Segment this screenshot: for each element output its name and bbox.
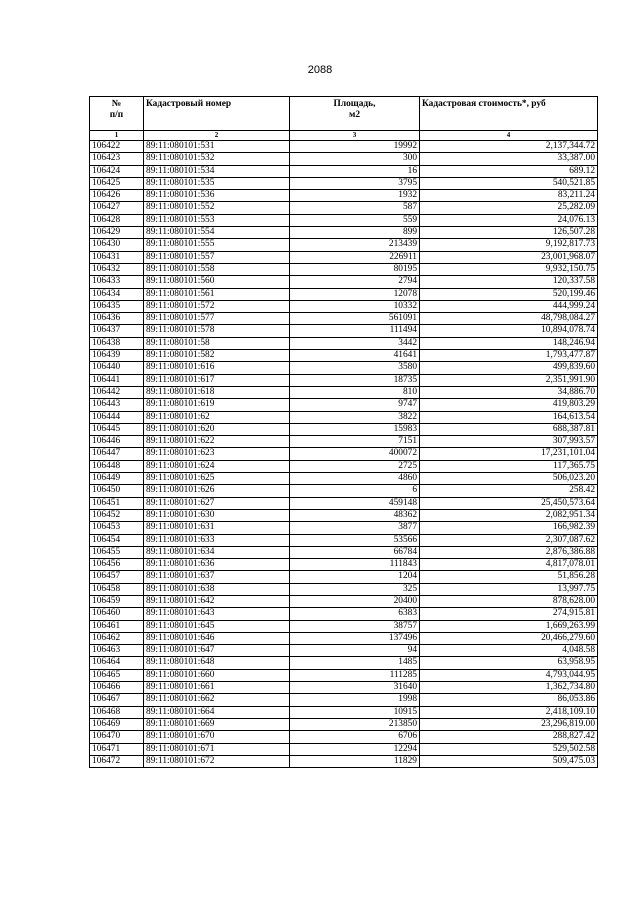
cadastral-number: 89:11:080101:582: [144, 350, 290, 362]
cadastral-cost: 83,211.24: [420, 190, 598, 202]
cadastral-number: 89:11:080101:58: [144, 337, 290, 349]
page-number: 2088: [307, 64, 333, 76]
table-row: [90, 706, 598, 718]
table-row: [90, 153, 598, 165]
cadastral-cost: 9,932,150.75: [420, 263, 598, 275]
cadastral-cost: 23,296,819.00: [420, 718, 598, 730]
cadastral-number: 89:11:080101:552: [144, 202, 290, 214]
cadastral-number: 89:11:080101:535: [144, 177, 290, 189]
cadastral-number: 89:11:080101:578: [144, 325, 290, 337]
row-number: 106433: [90, 276, 144, 288]
area-value: 1932: [290, 190, 420, 202]
table-row: [90, 694, 598, 706]
area-value: 111494: [290, 325, 420, 337]
cadastral-cost: 148,246.94: [420, 337, 598, 349]
cadastral-cost: 1,793,477.87: [420, 350, 598, 362]
cadastral-cost: 86,053.86: [420, 694, 598, 706]
row-number: 106465: [90, 669, 144, 681]
cadastral-cost: 419,803.29: [420, 399, 598, 411]
table-row: [90, 657, 598, 669]
area-value: 41641: [290, 350, 420, 362]
cadastral-cost: 2,137,344.72: [420, 141, 598, 153]
area-value: 38757: [290, 620, 420, 632]
cadastral-cost: 33,387.00: [420, 153, 598, 165]
table-row: [90, 608, 598, 620]
cadastral-cost: 51,856.28: [420, 571, 598, 583]
cadastral-number: 89:11:080101:536: [144, 190, 290, 202]
row-number: 106467: [90, 694, 144, 706]
table-row: [90, 546, 598, 558]
cadastral-cost: 4,817,078.01: [420, 559, 598, 571]
cadastral-number: 89:11:080101:646: [144, 632, 290, 644]
area-value: 459148: [290, 497, 420, 509]
cadastral-number: 89:11:080101:642: [144, 595, 290, 607]
row-number: 106447: [90, 448, 144, 460]
table-row: [90, 300, 598, 312]
area-value: 3822: [290, 411, 420, 423]
area-value: 325: [290, 583, 420, 595]
table-row: [90, 141, 598, 153]
cadastral-number: 89:11:080101:577: [144, 313, 290, 325]
area-value: 16: [290, 165, 420, 177]
table-header-row: [90, 97, 598, 131]
header-number: [90, 97, 144, 131]
table-row: [90, 325, 598, 337]
cadastral-number: 89:11:080101:532: [144, 153, 290, 165]
row-number: 106442: [90, 386, 144, 398]
cadastral-number: 89:11:080101:671: [144, 743, 290, 755]
cadastral-number: 89:11:080101:643: [144, 608, 290, 620]
cadastral-number: 89:11:080101:645: [144, 620, 290, 632]
cadastral-number: 89:11:080101:669: [144, 718, 290, 730]
row-number: 106455: [90, 546, 144, 558]
area-value: 561091: [290, 313, 420, 325]
cadastral-number: 89:11:080101:672: [144, 755, 290, 767]
area-value: 2725: [290, 460, 420, 472]
column-index: 4: [420, 131, 598, 141]
area-value: 137496: [290, 632, 420, 644]
cadastral-number: 89:11:080101:670: [144, 731, 290, 743]
column-index-row: [90, 131, 598, 141]
row-number: 106441: [90, 374, 144, 386]
area-value: 6383: [290, 608, 420, 620]
row-number: 106429: [90, 227, 144, 239]
area-value: 19992: [290, 141, 420, 153]
table-row: [90, 645, 598, 657]
cadastral-number: 89:11:080101:634: [144, 546, 290, 558]
area-value: 15983: [290, 423, 420, 435]
cadastral-cost: 10,894,078.74: [420, 325, 598, 337]
table-row: [90, 214, 598, 226]
table-row: [90, 177, 598, 189]
cadastral-cost: 520,199.46: [420, 288, 598, 300]
cadastral-number: 89:11:080101:625: [144, 473, 290, 485]
row-number: 106424: [90, 165, 144, 177]
cadastral-cost: 307,993.57: [420, 436, 598, 448]
cadastral-number: 89:11:080101:633: [144, 534, 290, 546]
table-row: [90, 620, 598, 632]
row-number: 106436: [90, 313, 144, 325]
cadastral-cost: 509,475.03: [420, 755, 598, 767]
table-row: [90, 337, 598, 349]
table-row: [90, 165, 598, 177]
table-row: [90, 460, 598, 472]
cadastral-cost: 25,282.09: [420, 202, 598, 214]
area-value: 1485: [290, 657, 420, 669]
column-index: 1: [90, 131, 144, 141]
area-value: 20400: [290, 595, 420, 607]
table-row: [90, 448, 598, 460]
table-row: [90, 559, 598, 571]
cadastral-number: 89:11:080101:617: [144, 374, 290, 386]
row-number: 106460: [90, 608, 144, 620]
cadastral-cost: 20,466,279.60: [420, 632, 598, 644]
cadastral-number: 89:11:080101:554: [144, 227, 290, 239]
cadastral-number: 89:11:080101:662: [144, 694, 290, 706]
row-number: 106459: [90, 595, 144, 607]
row-number: 106469: [90, 718, 144, 730]
header-area: [290, 97, 420, 131]
cadastre-table: [89, 96, 598, 768]
row-number: 106446: [90, 436, 144, 448]
area-value: 3877: [290, 522, 420, 534]
area-value: 300: [290, 153, 420, 165]
row-number: 106453: [90, 522, 144, 534]
table-row: [90, 669, 598, 681]
row-number: 106448: [90, 460, 144, 472]
row-number: 106452: [90, 509, 144, 521]
cadastral-cost: 13,997.75: [420, 583, 598, 595]
area-value: 4860: [290, 473, 420, 485]
row-number: 106470: [90, 731, 144, 743]
table-row: [90, 263, 598, 275]
header-number-line1: №: [111, 99, 122, 109]
column-index: 3: [290, 131, 420, 141]
cadastral-cost: 506,023.20: [420, 473, 598, 485]
cadastral-number: 89:11:080101:647: [144, 645, 290, 657]
row-number: 106422: [90, 141, 144, 153]
table-row: [90, 595, 598, 607]
area-value: 7151: [290, 436, 420, 448]
table-row: [90, 362, 598, 374]
table-row: [90, 571, 598, 583]
cadastral-cost: 34,886.70: [420, 386, 598, 398]
table-row: [90, 473, 598, 485]
area-value: 12294: [290, 743, 420, 755]
table-row: [90, 682, 598, 694]
area-value: 810: [290, 386, 420, 398]
row-number: 106430: [90, 239, 144, 251]
area-value: 3442: [290, 337, 420, 349]
cadastral-number: 89:11:080101:623: [144, 448, 290, 460]
row-number: 106449: [90, 473, 144, 485]
row-number: 106439: [90, 350, 144, 362]
row-number: 106457: [90, 571, 144, 583]
area-value: 6706: [290, 731, 420, 743]
row-number: 106458: [90, 583, 144, 595]
area-value: 31640: [290, 682, 420, 694]
cadastral-cost: 23,001,968.07: [420, 251, 598, 263]
area-value: 3795: [290, 177, 420, 189]
row-number: 106444: [90, 411, 144, 423]
area-value: 9747: [290, 399, 420, 411]
table-row: [90, 190, 598, 202]
cadastral-cost: 17,231,101.04: [420, 448, 598, 460]
row-number: 106454: [90, 534, 144, 546]
cadastral-cost: 529,502.58: [420, 743, 598, 755]
area-value: 12078: [290, 288, 420, 300]
table-row: [90, 485, 598, 497]
cadastral-cost: 2,418,109.10: [420, 706, 598, 718]
area-value: 48362: [290, 509, 420, 521]
cadastral-number: 89:11:080101:560: [144, 276, 290, 288]
cadastral-cost: 126,507.28: [420, 227, 598, 239]
cadastral-number: 89:11:080101:620: [144, 423, 290, 435]
cadastral-cost: 444,999.24: [420, 300, 598, 312]
area-value: 111843: [290, 559, 420, 571]
table-row: [90, 386, 598, 398]
table-row: [90, 522, 598, 534]
table-body: [90, 141, 598, 768]
row-number: 106472: [90, 755, 144, 767]
cadastral-number: 89:11:080101:636: [144, 559, 290, 571]
row-number: 106464: [90, 657, 144, 669]
cadastral-number: 89:11:080101:626: [144, 485, 290, 497]
row-number: 106463: [90, 645, 144, 657]
cadastral-number: 89:11:080101:630: [144, 509, 290, 521]
area-value: 1204: [290, 571, 420, 583]
cadastral-cost: 1,669,263.99: [420, 620, 598, 632]
cadastral-number: 89:11:080101:622: [144, 436, 290, 448]
cadastral-number: 89:11:080101:572: [144, 300, 290, 312]
table-row: [90, 288, 598, 300]
cadastral-cost: 2,082,951.34: [420, 509, 598, 521]
row-number: 106468: [90, 706, 144, 718]
table-row: [90, 632, 598, 644]
area-value: 6: [290, 485, 420, 497]
area-value: 587: [290, 202, 420, 214]
cadastral-number: 89:11:080101:618: [144, 386, 290, 398]
area-value: 559: [290, 214, 420, 226]
area-value: 11829: [290, 755, 420, 767]
area-value: 111285: [290, 669, 420, 681]
cadastral-cost: 2,307,087.62: [420, 534, 598, 546]
area-value: 66784: [290, 546, 420, 558]
cadastral-cost: 63,958.95: [420, 657, 598, 669]
table-row: [90, 743, 598, 755]
cadastral-cost: 2,351,991.90: [420, 374, 598, 386]
row-number: 106462: [90, 632, 144, 644]
table-row: [90, 423, 598, 435]
row-number: 106434: [90, 288, 144, 300]
row-number: 106451: [90, 497, 144, 509]
cadastral-cost: 24,076.13: [420, 214, 598, 226]
area-value: 400072: [290, 448, 420, 460]
cadastral-number: 89:11:080101:557: [144, 251, 290, 263]
cadastral-cost: 1,362,734.80: [420, 682, 598, 694]
cadastral-number: 89:11:080101:555: [144, 239, 290, 251]
row-number: 106438: [90, 337, 144, 349]
cadastral-number: 89:11:080101:616: [144, 362, 290, 374]
table-row: [90, 239, 598, 251]
cadastral-cost: 688,387.81: [420, 423, 598, 435]
row-number: 106435: [90, 300, 144, 312]
table-row: [90, 718, 598, 730]
cadastral-number: 89:11:080101:534: [144, 165, 290, 177]
table-row: [90, 227, 598, 239]
cadastral-number: 89:11:080101:561: [144, 288, 290, 300]
table-row: [90, 374, 598, 386]
cadastral-cost: 2,876,386.88: [420, 546, 598, 558]
row-number: 106423: [90, 153, 144, 165]
row-number: 106450: [90, 485, 144, 497]
cadastral-number: 89:11:080101:627: [144, 497, 290, 509]
cadastral-cost: 499,839.60: [420, 362, 598, 374]
cadastral-cost: 878,628.00: [420, 595, 598, 607]
table-row: [90, 276, 598, 288]
cadastral-cost: 48,798,084.27: [420, 313, 598, 325]
area-value: 1998: [290, 694, 420, 706]
cadastral-cost: 258.42: [420, 485, 598, 497]
cadastral-cost: 274,915.81: [420, 608, 598, 620]
cadastral-number: 89:11:080101:637: [144, 571, 290, 583]
cadastral-number: 89:11:080101:619: [144, 399, 290, 411]
cadastral-cost: 4,048.58: [420, 645, 598, 657]
table-row: [90, 731, 598, 743]
cadastral-number: 89:11:080101:664: [144, 706, 290, 718]
column-index: 2: [144, 131, 290, 141]
row-number: 106456: [90, 559, 144, 571]
area-value: 10915: [290, 706, 420, 718]
area-value: 2794: [290, 276, 420, 288]
cadastral-number: 89:11:080101:660: [144, 669, 290, 681]
area-value: 53566: [290, 534, 420, 546]
row-number: 106466: [90, 682, 144, 694]
area-value: 94: [290, 645, 420, 657]
table-row: [90, 755, 598, 767]
cadastral-number: 89:11:080101:661: [144, 682, 290, 694]
cadastral-number: 89:11:080101:631: [144, 522, 290, 534]
row-number: 106471: [90, 743, 144, 755]
header-cadastral-number: Кадастровый номер: [144, 97, 290, 131]
area-value: 18735: [290, 374, 420, 386]
table-row: [90, 436, 598, 448]
area-value: 3580: [290, 362, 420, 374]
table-row: [90, 350, 598, 362]
cadastral-cost: 9,192,817.73: [420, 239, 598, 251]
table-row: [90, 313, 598, 325]
header-area-line1: Площадь,: [333, 99, 376, 109]
cadastral-cost: 166,982.39: [420, 522, 598, 534]
cadastral-cost: 288,827.42: [420, 731, 598, 743]
header-cadastral-cost: Кадастровая стоимость*, руб: [420, 97, 598, 131]
cadastral-cost: 689.12: [420, 165, 598, 177]
row-number: 106461: [90, 620, 144, 632]
row-number: 106426: [90, 190, 144, 202]
cadastral-cost: 164,613.54: [420, 411, 598, 423]
cadastral-number: 89:11:080101:558: [144, 263, 290, 275]
table-row: [90, 583, 598, 595]
row-number: 106427: [90, 202, 144, 214]
row-number: 106437: [90, 325, 144, 337]
table-row: [90, 534, 598, 546]
row-number: 106425: [90, 177, 144, 189]
cadastral-number: 89:11:080101:648: [144, 657, 290, 669]
cadastral-number: 89:11:080101:638: [144, 583, 290, 595]
area-value: 226911: [290, 251, 420, 263]
cadastral-cost: 120,337.58: [420, 276, 598, 288]
table-row: [90, 399, 598, 411]
cadastral-cost: 4,793,044.95: [420, 669, 598, 681]
cadastral-number: 89:11:080101:624: [144, 460, 290, 472]
area-value: 80195: [290, 263, 420, 275]
row-number: 106445: [90, 423, 144, 435]
cadastral-cost: 540,521.85: [420, 177, 598, 189]
table-row: [90, 202, 598, 214]
cadastral-number: 89:11:080101:553: [144, 214, 290, 226]
row-number: 106443: [90, 399, 144, 411]
row-number: 106431: [90, 251, 144, 263]
cadastral-cost: 117,365.75: [420, 460, 598, 472]
table-row: [90, 411, 598, 423]
table-row: [90, 509, 598, 521]
header-area-line2: м2: [348, 110, 361, 120]
table-row: [90, 497, 598, 509]
cadastral-number: 89:11:080101:531: [144, 141, 290, 153]
header-number-line2: п/п: [109, 110, 124, 120]
table-row: [90, 251, 598, 263]
area-value: 213439: [290, 239, 420, 251]
row-number: 106440: [90, 362, 144, 374]
cadastral-cost: 25,450,573.64: [420, 497, 598, 509]
area-value: 10332: [290, 300, 420, 312]
row-number: 106428: [90, 214, 144, 226]
row-number: 106432: [90, 263, 144, 275]
area-value: 899: [290, 227, 420, 239]
area-value: 213850: [290, 718, 420, 730]
cadastral-number: 89:11:080101:62: [144, 411, 290, 423]
